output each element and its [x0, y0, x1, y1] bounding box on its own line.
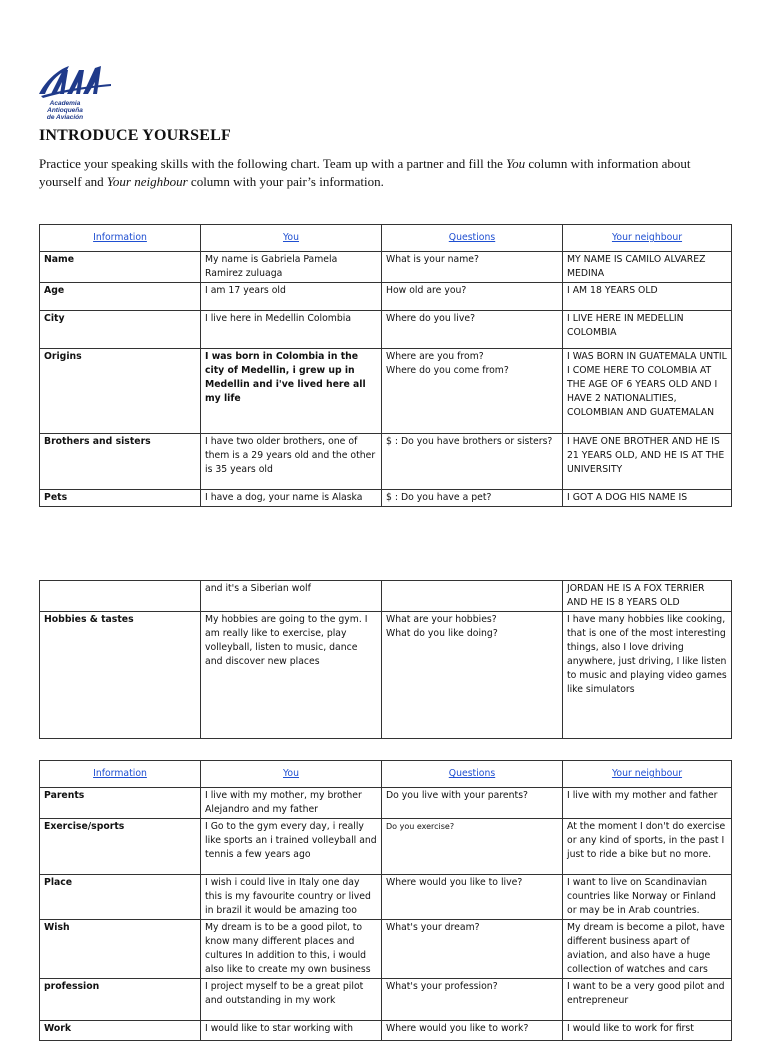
header-questions [382, 761, 563, 788]
header-information-label: Information [93, 232, 147, 243]
table-row [40, 490, 732, 507]
question-text: What are your hobbies? [386, 614, 497, 625]
you-cell[interactable]: I would like to star working with [201, 1021, 382, 1041]
header-information [40, 225, 201, 252]
question-text: What is your name? [386, 254, 479, 265]
header-you-label: You [282, 232, 300, 243]
question-text: What's your dream? [386, 922, 480, 933]
neighbour-cell[interactable]: I WAS BORN IN GUATEMALA UNTIL I COME HERE TO COLOMBIA AT THE AGE OF 6 YEARS OLD AND I HAVE 2 NATIONALITIES, COLOMBIAN AND GUATEMALAN [563, 349, 732, 434]
header-information [40, 761, 201, 788]
question-cell [382, 920, 563, 979]
info-cell: Exercise/sports [40, 819, 201, 875]
question-text: What do you like doing? [386, 628, 498, 639]
question-cell [382, 349, 563, 434]
table-row [40, 875, 732, 920]
question-cell [382, 283, 563, 311]
neighbour-cell[interactable]: I want to live on Scandinavian countries like Norway or Finland or may be in Arab countries. [563, 875, 732, 920]
table-row [40, 819, 732, 875]
header-you [201, 225, 382, 252]
neighbour-cell[interactable]: I AM 18 YEARS OLD [563, 283, 732, 311]
info-cell: Origins [40, 349, 201, 434]
question-cell [382, 788, 563, 819]
question-text: Where would you like to work? [386, 1023, 529, 1034]
header-questions-label: Questions [448, 768, 496, 779]
info-cell: Parents [40, 788, 201, 819]
question-cell [382, 490, 563, 507]
header-neighbour [563, 225, 732, 252]
info-cell: Age [40, 283, 201, 311]
neighbour-cell[interactable]: I want to be a very good pilot and entrepreneur [563, 979, 732, 1021]
neighbour-cell[interactable]: MY NAME IS CAMILO ALVAREZ MEDINA [563, 252, 732, 283]
table-row [40, 979, 732, 1021]
question-text: Where do you live? [386, 313, 476, 324]
header-neighbour [563, 761, 732, 788]
neighbour-cell[interactable]: I have many hobbies like cooking, that is one of the most interesting things, also I love driving anywhere, just driving, I like listen to music and playing video games like simulators [563, 612, 732, 739]
aaa-logo-icon [37, 60, 113, 100]
academy-logo [37, 60, 117, 121]
header-information-label: Information [93, 768, 147, 779]
you-cell[interactable]: I live with my mother, my brother Alejandro and my father [201, 788, 382, 819]
table-row [40, 311, 732, 349]
logo-line-2: de Aviación [46, 114, 84, 121]
question-cell [382, 819, 563, 875]
you-cell[interactable]: My name is Gabriela Pamela Ramirez zuluaga [201, 252, 382, 283]
you-cell[interactable]: I was born in Colombia in the city of Medellin, i grew up in Medellin and i've lived here all my life [201, 349, 382, 434]
question-text: $ : Do you have a pet? [386, 492, 492, 503]
you-cell[interactable]: I Go to the gym every day, i really like sports an i trained volleyball and tennis a few years ago [201, 819, 382, 875]
header-neighbour-label: Your neighbour [611, 768, 683, 779]
intro-paragraph [39, 155, 729, 191]
neighbour-cell[interactable]: I would like to work for first [563, 1021, 732, 1041]
introduce-table-1 [39, 224, 732, 507]
info-cell: Hobbies & tastes [40, 612, 201, 739]
table-row [40, 788, 732, 819]
logo-caption [37, 100, 93, 121]
table-row [40, 252, 732, 283]
question-cell [382, 252, 563, 283]
you-cell[interactable]: I project myself to be a great pilot and outstanding in my work [201, 979, 382, 1021]
neighbour-cell[interactable]: I LIVE HERE IN MEDELLIN COLOMBIA [563, 311, 732, 349]
intro-text-3: column with your pair’s information. [187, 174, 384, 189]
table-row [40, 581, 732, 612]
you-cell[interactable]: I have a dog, your name is Alaska [201, 490, 382, 507]
introduce-table-2 [39, 580, 732, 739]
info-cell [40, 581, 201, 612]
question-cell [382, 612, 563, 739]
info-cell: Brothers and sisters [40, 434, 201, 490]
question-text: Where do you come from? [386, 365, 509, 376]
info-cell: Place [40, 875, 201, 920]
neighbour-cell[interactable]: I live with my mother and father [563, 788, 732, 819]
question-text: Do you exercise? [386, 822, 455, 831]
you-cell[interactable]: I have two older brothers, one of them is a 29 years old and the other is 35 years old [201, 434, 382, 490]
introduce-table-3 [39, 760, 732, 1041]
neighbour-cell[interactable]: At the moment I don't do exercise or any kind of sports, in the past I just to ride a bike but no more. [563, 819, 732, 875]
table-row [40, 434, 732, 490]
intro-text-1: Practice your speaking skills with the following chart. Team up with a partner and fill the [39, 156, 507, 171]
neighbour-cell[interactable]: JORDAN HE IS A FOX TERRIER AND HE IS 8 YEARS OLD [563, 581, 732, 612]
question-cell [382, 875, 563, 920]
you-cell[interactable]: My dream is to be a good pilot, to know many different places and cultures In addition to this, i would also like to create my own business [201, 920, 382, 979]
question-text: Do you live with your parents? [386, 790, 528, 801]
table-header-row [40, 761, 732, 788]
table-row [40, 349, 732, 434]
intro-text-2: column with information about yourself and [39, 156, 691, 189]
question-text: What's your profession? [386, 981, 498, 992]
neighbour-cell[interactable]: I HAVE ONE BROTHER AND HE IS 21 YEARS OLD, AND HE IS AT THE UNIVERSITY [563, 434, 732, 490]
header-questions [382, 225, 563, 252]
info-cell: City [40, 311, 201, 349]
info-cell: Pets [40, 490, 201, 507]
question-cell [382, 434, 563, 490]
you-cell[interactable]: I am 17 years old [201, 283, 382, 311]
you-cell[interactable]: My hobbies are going to the gym. I am really like to exercise, play volleyball, listen to music, dance and discover new places [201, 612, 382, 739]
intro-you: You [506, 156, 526, 171]
question-text: Where would you like to live? [386, 877, 523, 888]
page-title: INTRODUCE YOURSELF [39, 127, 231, 144]
header-you [201, 761, 382, 788]
info-cell: Name [40, 252, 201, 283]
table-row [40, 612, 732, 739]
neighbour-cell[interactable]: I GOT A DOG HIS NAME IS [563, 490, 732, 507]
question-text: How old are you? [386, 285, 467, 296]
you-cell[interactable]: I wish i could live in Italy one day this is my favourite country or lived in brazil it would be amazing too [201, 875, 382, 920]
header-questions-label: Questions [448, 232, 496, 243]
neighbour-cell[interactable]: My dream is become a pilot, have different business apart of aviation, and also have a huge collection of watches and cars [563, 920, 732, 979]
table-row [40, 920, 732, 979]
you-cell[interactable]: and it's a Siberian wolf [201, 581, 382, 612]
question-cell [382, 311, 563, 349]
info-cell: profession [40, 979, 201, 1021]
header-you-label: You [282, 768, 300, 779]
table-header-row [40, 225, 732, 252]
info-cell: Wish [40, 920, 201, 979]
table-row [40, 283, 732, 311]
header-neighbour-label: Your neighbour [611, 232, 683, 243]
question-text: $ : Do you have brothers or sisters? [386, 436, 553, 447]
question-text: Where are you from? [386, 351, 484, 362]
you-cell[interactable]: I live here in Medellin Colombia [201, 311, 382, 349]
question-cell [382, 979, 563, 1021]
info-cell: Work [40, 1021, 201, 1041]
logo-line-1: Academia Antioqueña [47, 100, 83, 114]
question-cell [382, 581, 563, 612]
intro-neighbour: Your neighbour [106, 174, 188, 189]
